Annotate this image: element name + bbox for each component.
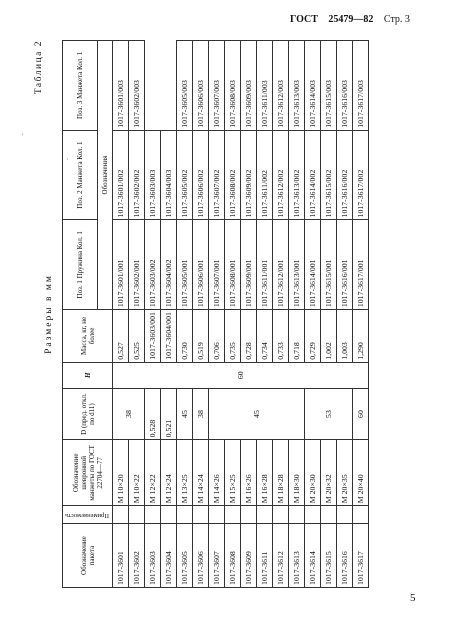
mass-cell: 0,735 <box>225 310 241 363</box>
D-cell: 60 <box>353 388 369 440</box>
pos2-cell: 1017-3609/002 <box>241 130 257 220</box>
table-row <box>161 41 177 588</box>
table-caption: Размеры в мм <box>44 274 54 354</box>
D-cell: 38 <box>113 388 145 440</box>
table-row <box>241 41 257 588</box>
pos1-cell: 1017-3613/001 <box>289 220 305 310</box>
table-row <box>321 41 337 588</box>
D-cell: 38 <box>193 388 209 440</box>
pos2-cell: 1017-3612/002 <box>273 130 289 220</box>
pack-cell: 1017-3606 <box>193 524 209 588</box>
D-cell: 53 <box>305 388 353 440</box>
pos2-cell: 1017-3606/002 <box>193 130 209 220</box>
table-row <box>337 41 353 588</box>
standard-label: ГОСТ <box>290 14 318 25</box>
pos3-cell: 1017-3602/003 <box>129 41 145 131</box>
applicability-cell <box>129 506 145 524</box>
cuff-cell: М 13×25 <box>177 440 193 506</box>
cuff-cell: М 12×22 <box>145 440 161 506</box>
applicability-cell <box>257 506 273 524</box>
col-pos1: Поз. 1 Пружина Кол. 1 <box>63 220 98 310</box>
mass-cell: 0,730 <box>177 310 193 363</box>
pos1-cell: 1017-3617/001 <box>353 220 369 310</box>
pack-cell: 1017-3617 <box>353 524 369 588</box>
pos3-cell: 1017-3603/003 <box>145 130 161 220</box>
pos1-cell: 1017-3603/001 <box>145 310 161 363</box>
pos3-cell: 1017-3612/003 <box>273 41 289 131</box>
applicability-cell <box>113 506 129 524</box>
pos3-cell: 1017-3614/003 <box>305 41 321 131</box>
page-label: Стр. 3 <box>383 14 410 25</box>
table-row <box>113 41 129 588</box>
col-mass: Масса, кг, не более <box>63 310 113 363</box>
mass-cell: 0,728 <box>241 310 257 363</box>
mass-cell: 0,733 <box>273 310 289 363</box>
mass-cell: 0,729 <box>305 310 321 363</box>
cuff-cell: М 18×30 <box>289 440 305 506</box>
cuff-cell: М 10×22 <box>129 440 145 506</box>
cuff-cell: М 14×24 <box>193 440 209 506</box>
mass-cell: 0,734 <box>257 310 273 363</box>
pack-cell: 1017-3609 <box>241 524 257 588</box>
table-row <box>129 41 145 588</box>
pos1-cell: 1017-3609/001 <box>241 220 257 310</box>
pos2-cell: 1017-3615/002 <box>321 130 337 220</box>
pack-cell: 1017-3613 <box>289 524 305 588</box>
H-cell: 60 <box>113 362 369 388</box>
pos3-cell: 1017-3613/003 <box>289 41 305 131</box>
cuff-cell: М 20×35 <box>337 440 353 506</box>
applicability-cell <box>241 506 257 524</box>
pos2-cell: 1017-3602/002 <box>129 130 145 220</box>
dimensions-table <box>62 40 369 588</box>
pack-cell: 1017-3605 <box>177 524 193 588</box>
cuff-cell: М 14×26 <box>209 440 225 506</box>
pos2-cell: 1017-3617/002 <box>353 130 369 220</box>
pos2-cell: 1017-3616/002 <box>337 130 353 220</box>
pos3-cell: 1017-3617/003 <box>353 41 369 131</box>
table-row <box>193 41 209 588</box>
col-D: D (пред. откл. по d11) <box>63 388 113 440</box>
pos1-cell: 1017-3601/001 <box>113 220 129 310</box>
pos3-cell: 1017-3608/003 <box>225 41 241 131</box>
pos1-cell: 1017-3611/001 <box>257 220 273 310</box>
col-pack: Обозначение пакета <box>63 524 113 588</box>
col-pos3: Поз. 3 Манжета Кол. 1 <box>63 41 98 131</box>
pack-cell: 1017-3601 <box>113 524 129 588</box>
pos3-cell: 1017-3611/003 <box>257 41 273 131</box>
col-pos2: Поз. 2 Манжета Кол. 1 <box>63 130 98 220</box>
mass-cell: 1,003 <box>337 310 353 363</box>
col-H: H <box>63 362 113 388</box>
table-body <box>113 41 369 588</box>
mass-cell: 0,527 <box>113 310 129 363</box>
D-cell: 45 <box>209 388 305 440</box>
applicability-cell <box>305 506 321 524</box>
mass-cell: 1,290 <box>353 310 369 363</box>
pos1-cell: 1017-3604/001 <box>161 310 177 363</box>
table-row <box>209 41 225 588</box>
applicability-cell <box>177 506 193 524</box>
mass-cell: 0,706 <box>209 310 225 363</box>
applicability-cell <box>273 506 289 524</box>
col-cuff: Обозначение шевронной манжеты по ГОСТ 22704—77 <box>63 440 113 506</box>
table-row <box>353 41 369 588</box>
table-row <box>225 41 241 588</box>
table-row <box>305 41 321 588</box>
pos3-cell: 1017-3605/003 <box>177 41 193 131</box>
pack-cell: 1017-3611 <box>257 524 273 588</box>
cuff-cell: М 20×40 <box>353 440 369 506</box>
cuff-cell: М 15×25 <box>225 440 241 506</box>
pos1-cell: 1017-3616/001 <box>337 220 353 310</box>
cuff-cell: М 20×30 <box>305 440 321 506</box>
pack-cell: 1017-3603 <box>145 524 161 588</box>
page-number: 5 <box>410 592 416 604</box>
applicability-cell <box>337 506 353 524</box>
table-row <box>289 41 305 588</box>
standard-number: 25479—82 <box>328 14 374 25</box>
mass-cell: 1,002 <box>321 310 337 363</box>
pos3-cell: 1017-3604/003 <box>161 130 177 220</box>
scan-speck: · <box>66 155 69 164</box>
pos2-cell: 1017-3611/002 <box>257 130 273 220</box>
pos2-cell: 1017-3601/002 <box>113 130 129 220</box>
pos2-cell: 1017-3613/002 <box>289 130 305 220</box>
applicability-cell <box>161 506 177 524</box>
mass-cell: 0,718 <box>289 310 305 363</box>
pos1-cell: 1017-3602/001 <box>129 220 145 310</box>
table-row <box>273 41 289 588</box>
D-cell: 45 <box>177 388 193 440</box>
applicability-cell <box>225 506 241 524</box>
pos3-cell: 1017-3607/003 <box>209 41 225 131</box>
table-row <box>177 41 193 588</box>
cuff-cell: М 16×28 <box>257 440 273 506</box>
pos1-cell: 1017-3605/001 <box>177 220 193 310</box>
cuff-cell: М 18×28 <box>273 440 289 506</box>
cuff-cell: М 10×20 <box>113 440 129 506</box>
mass-cell: 0,519 <box>193 310 209 363</box>
rotated-table-area <box>34 40 406 588</box>
pack-cell: 1017-3604 <box>161 524 177 588</box>
pack-cell: 1017-3602 <box>129 524 145 588</box>
pos1-cell: 1017-3614/001 <box>305 220 321 310</box>
pack-cell: 1017-3615 <box>321 524 337 588</box>
applicability-cell <box>193 506 209 524</box>
scan-speck: ' <box>22 132 24 141</box>
table-number: Таблица 2 <box>34 40 44 95</box>
pos2-cell: 1017-3604/002 <box>161 220 177 310</box>
pos2-cell: 1017-3605/002 <box>177 130 193 220</box>
pos1-cell: 1017-3615/001 <box>321 220 337 310</box>
pos1-cell: 1017-3612/001 <box>273 220 289 310</box>
col-applicability: Применяемость <box>63 506 113 524</box>
pos2-cell: 1017-3608/002 <box>225 130 241 220</box>
pos3-cell: 1017-3609/003 <box>241 41 257 131</box>
pos2-cell: 1017-3607/002 <box>209 130 225 220</box>
pos3-cell: 1017-3601/003 <box>113 41 129 131</box>
mass-cell: 0,525 <box>129 310 145 363</box>
applicability-cell <box>145 506 161 524</box>
pack-cell: 1017-3608 <box>225 524 241 588</box>
pos2-cell: 1017-3603/002 <box>145 220 161 310</box>
pos1-cell: 1017-3607/001 <box>209 220 225 310</box>
table-row <box>145 41 161 588</box>
pos1-cell: 1017-3608/001 <box>225 220 241 310</box>
pos1-cell: 1017-3606/001 <box>193 220 209 310</box>
mass-cell: 0,521 <box>161 388 177 440</box>
pack-cell: 1017-3616 <box>337 524 353 588</box>
applicability-cell <box>353 506 369 524</box>
applicability-cell <box>209 506 225 524</box>
applicability-cell <box>289 506 305 524</box>
mass-cell: 0,528 <box>145 388 161 440</box>
pack-cell: 1017-3612 <box>273 524 289 588</box>
pos3-cell: 1017-3615/003 <box>321 41 337 131</box>
pack-cell: 1017-3607 <box>209 524 225 588</box>
applicability-cell <box>321 506 337 524</box>
pos3-cell: 1017-3606/003 <box>193 41 209 131</box>
col-designations: Обозначения <box>98 41 113 310</box>
cuff-cell: М 16×26 <box>241 440 257 506</box>
table-row <box>257 41 273 588</box>
pos2-cell: 1017-3614/002 <box>305 130 321 220</box>
pos3-cell: 1017-3616/003 <box>337 41 353 131</box>
cuff-cell: М 12×24 <box>161 440 177 506</box>
pack-cell: 1017-3614 <box>305 524 321 588</box>
cuff-cell: М 20×32 <box>321 440 337 506</box>
page-header <box>290 14 410 25</box>
